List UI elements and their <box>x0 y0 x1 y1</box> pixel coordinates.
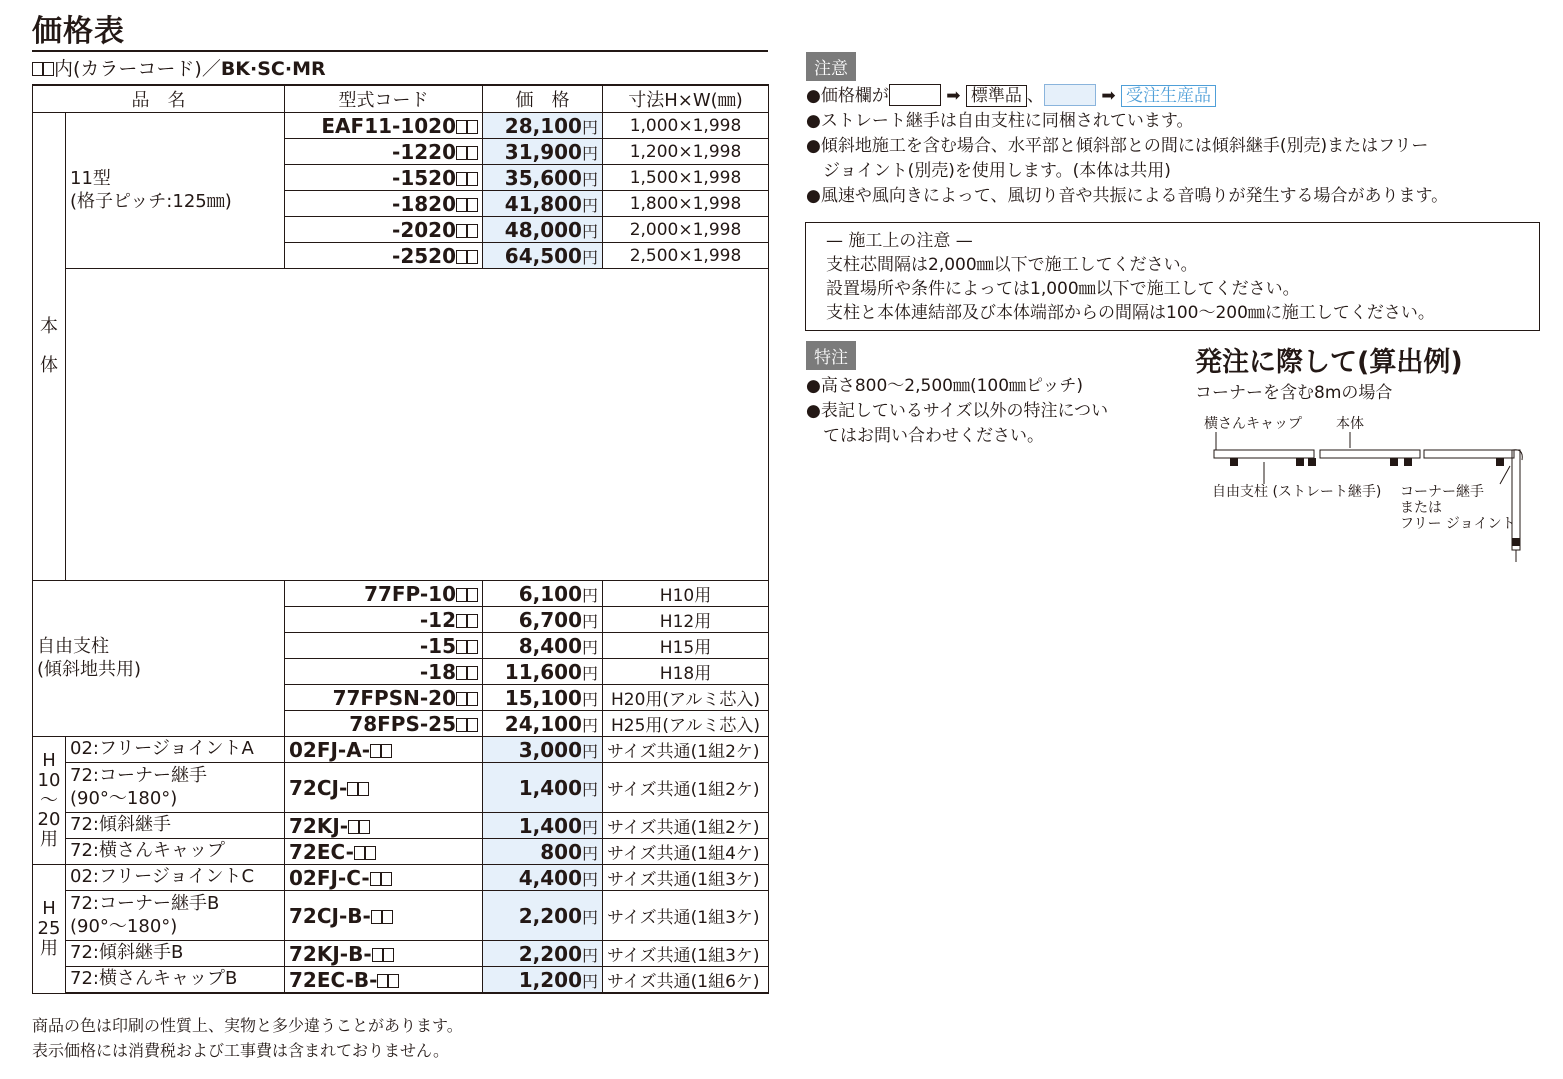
code-box-icon <box>456 146 467 160</box>
price-cell: 4,400円 <box>483 865 603 891</box>
code-box-icon <box>347 782 358 796</box>
code-box-icon <box>382 910 393 924</box>
code-box-icon <box>456 172 467 186</box>
code-box-icon <box>372 948 383 962</box>
color-codes: BK·SC·MR <box>220 58 326 80</box>
dim-cell: H25用(アルミ芯入) <box>603 711 769 737</box>
layout-diagram <box>1200 430 1540 570</box>
footnote-2: 表示価格には消費税および工事費は含まれておりません。 <box>32 1041 449 1060</box>
code-cell: 77FPSN-20 <box>285 685 483 711</box>
price-cell: 1,400円 <box>483 763 603 813</box>
part-name: 72:コーナー継手 (90°〜180°) <box>66 763 285 813</box>
special-order-notes: ●高さ800〜2,500㎜(100㎜ピッチ) ●表記しているサイズ以外の特注につい てはお問い合わせください。 <box>806 376 1109 446</box>
code-cell: 72EC- <box>285 839 483 865</box>
part-name: 72:コーナー継手B (90°〜180°) <box>66 891 285 941</box>
code-box-icon <box>456 588 467 602</box>
dim-cell: H20用(アルミ芯入) <box>603 685 769 711</box>
dim-cell: 1,500×1,998 <box>603 165 769 191</box>
construction-line: 支柱芯間隔は2,000㎜以下で施工してください。 <box>826 255 1198 275</box>
part-name: 72:傾斜継手 <box>66 813 285 839</box>
caution-tag: 注意 <box>806 52 856 81</box>
table-row <box>33 737 769 763</box>
dim-cell: サイズ共通(1組3ケ) <box>603 891 769 941</box>
code-cell: 72EC-B- <box>285 967 483 994</box>
caution-line: ●風速や風向きによって、風切り音や共振による音鳴りが発生する場合があります。 <box>806 186 1449 206</box>
order-subtitle: コーナーを含む8mの場合 <box>1195 383 1393 403</box>
code-box-icon <box>456 640 467 654</box>
code-box-icon <box>32 62 43 76</box>
code-box-icon <box>467 146 478 160</box>
code-box-icon <box>467 588 478 602</box>
code-box-icon <box>467 198 478 212</box>
empty-area <box>33 269 769 581</box>
price-table <box>32 84 769 994</box>
code-cell: 77FP-10 <box>285 581 483 607</box>
model-name: 11型 (格子ピッチ:125㎜) <box>66 113 285 269</box>
dim-cell: サイズ共通(1組6ケ) <box>603 967 769 994</box>
price-cell: 48,000円 <box>483 217 603 243</box>
price-cell: 28,100円 <box>483 113 603 139</box>
color-code-prefix: 内(カラーコード)／ <box>54 58 221 80</box>
header-dim: 寸法H×W(㎜) <box>603 85 769 113</box>
code-cell: -1520 <box>285 165 483 191</box>
dim-cell: サイズ共通(1組2ケ) <box>603 813 769 839</box>
caution-line: ●傾斜地施工を含む場合、水平部と傾斜部との間には傾斜継手(別売)またはフリー <box>806 136 1429 156</box>
header-name: 品 名 <box>33 85 285 113</box>
code-box-icon <box>467 640 478 654</box>
code-box-icon <box>467 692 478 706</box>
price-cell: 800円 <box>483 839 603 865</box>
code-cell: -1220 <box>285 139 483 165</box>
code-box-icon <box>371 910 382 924</box>
code-cell: 72KJ-B- <box>285 941 483 967</box>
dim-cell: 2,000×1,998 <box>603 217 769 243</box>
price-cell: 3,000円 <box>483 737 603 763</box>
code-cell: 02FJ-C- <box>285 865 483 891</box>
price-cell: 1,400円 <box>483 813 603 839</box>
code-box-icon <box>456 120 467 134</box>
table-row <box>33 891 769 941</box>
table-row <box>33 581 769 607</box>
table-row <box>33 941 769 967</box>
table-row <box>33 113 769 139</box>
code-box-icon <box>456 666 467 680</box>
code-box-icon <box>370 872 381 886</box>
group-h25: H 25 用 <box>33 865 66 994</box>
code-box-icon <box>456 250 467 264</box>
special-order-tag: 特注 <box>806 341 856 370</box>
price-cell: 41,800円 <box>483 191 603 217</box>
dim-cell: H18用 <box>603 659 769 685</box>
dim-cell: サイズ共通(1組2ケ) <box>603 737 769 763</box>
dim-cell: サイズ共通(1組3ケ) <box>603 865 769 891</box>
title-rule <box>32 50 768 52</box>
made-to-order-label: 受注生産品 <box>1121 85 1216 107</box>
label-corner: コーナー継手 または フリー ジョイント <box>1400 484 1516 532</box>
code-box-icon <box>358 782 369 796</box>
arrow-icon: ➡ <box>1101 86 1116 106</box>
label-cap: 横さんキャップ <box>1204 416 1302 432</box>
code-box-icon <box>381 744 392 758</box>
part-name: 72:傾斜継手B <box>66 941 285 967</box>
code-box-icon <box>467 120 478 134</box>
code-box-icon <box>467 666 478 680</box>
code-cell: -12 <box>285 607 483 633</box>
code-box-icon <box>467 172 478 186</box>
dim-cell: サイズ共通(1組3ケ) <box>603 941 769 967</box>
code-box-icon <box>43 62 54 76</box>
price-cell: 8,400円 <box>483 633 603 659</box>
color-code-line <box>32 54 326 81</box>
code-box-icon <box>370 744 381 758</box>
caution-notes <box>806 84 1448 209</box>
part-name: 72:横さんキャップB <box>66 967 285 994</box>
code-box-icon <box>456 718 467 732</box>
code-cell: EAF11-1020 <box>285 113 483 139</box>
order-title: 発注に際して(算出例) <box>1195 347 1463 378</box>
code-box-icon <box>467 224 478 238</box>
code-cell: -18 <box>285 659 483 685</box>
white-box-icon <box>889 84 941 106</box>
table-row <box>33 763 769 813</box>
code-cell: -1820 <box>285 191 483 217</box>
price-cell: 35,600円 <box>483 165 603 191</box>
code-cell: 72CJ- <box>285 763 483 813</box>
group-body: 本 体 <box>33 113 66 581</box>
dim-cell: サイズ共通(1組2ケ) <box>603 763 769 813</box>
part-name: 02:フリージョイントA <box>66 737 285 763</box>
construction-heading: — 施工上の注意 — <box>826 231 973 251</box>
code-box-icon <box>388 974 399 988</box>
code-box-icon <box>381 872 392 886</box>
part-name: 02:フリージョイントC <box>66 865 285 891</box>
caution-line: ジョイント(別売)を使用します。(本体は共用) <box>806 161 1171 181</box>
table-row <box>33 967 769 994</box>
code-box-icon <box>359 820 370 834</box>
construction-line: 設置場所や条件によっては1,000㎜以下で施工してください。 <box>826 279 1300 299</box>
code-box-icon <box>383 948 394 962</box>
price-cell: 6,100円 <box>483 581 603 607</box>
label-post: 自由支柱 (ストレート継手) <box>1212 484 1382 500</box>
dim-cell: 1,800×1,998 <box>603 191 769 217</box>
price-cell: 15,100円 <box>483 685 603 711</box>
code-box-icon <box>365 846 376 860</box>
dim-cell: 2,500×1,998 <box>603 243 769 269</box>
table-row <box>33 813 769 839</box>
code-box-icon <box>467 718 478 732</box>
price-cell: 11,600円 <box>483 659 603 685</box>
caution-line: ●ストレート継手は自由支柱に同梱されています。 <box>806 111 1194 131</box>
price-cell: 6,700円 <box>483 607 603 633</box>
price-cell: 2,200円 <box>483 941 603 967</box>
code-box-icon <box>348 820 359 834</box>
code-box-icon <box>467 250 478 264</box>
code-cell: 72KJ- <box>285 813 483 839</box>
dim-cell: サイズ共通(1組4ケ) <box>603 839 769 865</box>
arrow-icon: ➡ <box>946 86 961 106</box>
code-box-icon <box>456 224 467 238</box>
label-body: 本体 <box>1336 416 1364 432</box>
code-cell: -2020 <box>285 217 483 243</box>
dim-cell: 1,000×1,998 <box>603 113 769 139</box>
group-h10: H 10 〜 20 用 <box>33 737 66 865</box>
post-name: 自由支柱 (傾斜地共用) <box>33 581 285 737</box>
standard-label: 標準品 <box>966 85 1027 107</box>
price-cell: 24,100円 <box>483 711 603 737</box>
code-box-icon <box>456 614 467 628</box>
code-box-icon <box>377 974 388 988</box>
code-cell: -15 <box>285 633 483 659</box>
code-box-icon <box>456 692 467 706</box>
part-name: 72:横さんキャップ <box>66 839 285 865</box>
code-box-icon <box>456 198 467 212</box>
header-code: 型式コード <box>285 85 483 113</box>
dim-cell: H10用 <box>603 581 769 607</box>
footnote-1: 商品の色は印刷の性質上、実物と多少違うことがあります。 <box>32 1016 463 1035</box>
code-cell: -2520 <box>285 243 483 269</box>
dim-cell: H15用 <box>603 633 769 659</box>
price-cell: 31,900円 <box>483 139 603 165</box>
code-box-icon <box>354 846 365 860</box>
page-title: 価格表 <box>32 14 125 49</box>
code-cell: 02FJ-A- <box>285 737 483 763</box>
price-cell: 1,200円 <box>483 967 603 994</box>
price-cell: 2,200円 <box>483 891 603 941</box>
code-box-icon <box>467 614 478 628</box>
blue-box-icon <box>1044 84 1096 106</box>
dim-cell: H12用 <box>603 607 769 633</box>
table-row <box>33 865 769 891</box>
price-cell: 64,500円 <box>483 243 603 269</box>
dim-cell: 1,200×1,998 <box>603 139 769 165</box>
construction-notes-box <box>805 222 1540 331</box>
code-cell: 72CJ-B- <box>285 891 483 941</box>
table-row <box>33 839 769 865</box>
code-cell: 78FPS-25 <box>285 711 483 737</box>
price-legend: ●価格欄が ➡ 標準品 、 ➡ 受注生産品 <box>806 84 1448 109</box>
header-price: 価 格 <box>483 85 603 113</box>
construction-line: 支柱と本体連結部及び本体端部からの間隔は100〜200㎜に施工してください。 <box>826 303 1435 323</box>
